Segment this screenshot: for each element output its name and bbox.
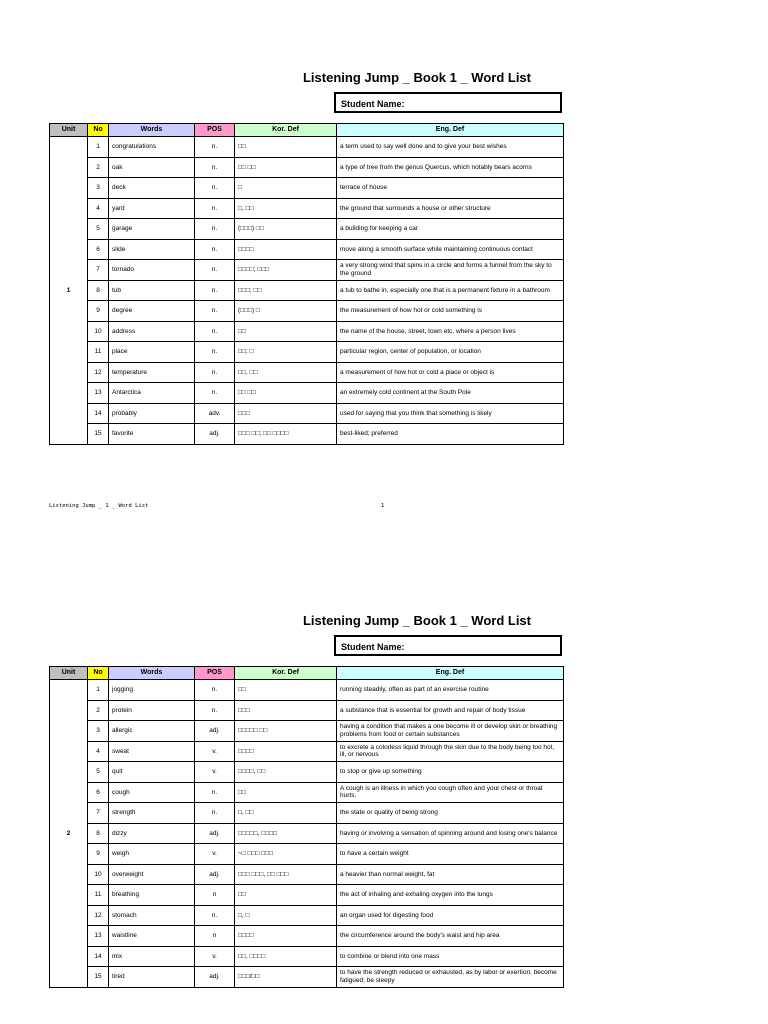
pos-cell: n. <box>195 260 235 281</box>
pos-cell: v. <box>195 946 235 967</box>
kor-def-cell: □ <box>235 178 337 199</box>
pos-cell: n. <box>195 239 235 260</box>
eng-def-cell: a term used to say well done and to give your best wishes <box>337 137 564 158</box>
word-cell: jogging <box>109 680 195 701</box>
eng-def-cell: move along a smooth surface while maintaining continuous contact <box>337 239 564 260</box>
word-cell: quit <box>109 762 195 783</box>
header-eng-def: Eng. Def <box>337 667 564 680</box>
word-cell: sweat <box>109 741 195 762</box>
eng-def-cell: the measurement of how hot or cold something is <box>337 301 564 322</box>
eng-def-cell: to combine or blend into one mass <box>337 946 564 967</box>
row-number: 5 <box>88 219 109 240</box>
header-eng-def: Eng. Def <box>337 124 564 137</box>
row-number: 5 <box>88 762 109 783</box>
header-pos: POS <box>195 124 235 137</box>
word-cell: strength <box>109 803 195 824</box>
kor-def-cell: ~□ □□□ □□□ <box>235 844 337 865</box>
table-header-row <box>50 124 564 137</box>
eng-def-cell: the circumference around the body's waist and hip area <box>337 926 564 947</box>
footer-page-number: 1 <box>381 503 385 509</box>
eng-def-cell: to have the strength reduced or exhausted, as by labor or exertion; become fatigued; be sleepy <box>337 967 564 988</box>
kor-def-cell: □□ <box>235 885 337 906</box>
table-row <box>50 321 564 342</box>
kor-def-cell: □□, □□ <box>235 362 337 383</box>
eng-def-cell: the state or quality of being strong <box>337 803 564 824</box>
table-row <box>50 239 564 260</box>
word-cell: degree <box>109 301 195 322</box>
row-number: 7 <box>88 260 109 281</box>
word-cell: congratulations <box>109 137 195 158</box>
eng-def-cell: particular region, center of population, or location <box>337 342 564 363</box>
kor-def-cell: □□□ <box>235 403 337 424</box>
pos-cell: n <box>195 885 235 906</box>
word-cell: oak <box>109 157 195 178</box>
pos-cell: n. <box>195 157 235 178</box>
table-row <box>50 137 564 158</box>
row-number: 2 <box>88 700 109 721</box>
table-row <box>50 905 564 926</box>
header-words: Words <box>109 667 195 680</box>
kor-def-cell: □□□; □□ <box>235 280 337 301</box>
kor-def-cell: □□□ □□□, □□ □□□ <box>235 864 337 885</box>
pos-cell: adj. <box>195 424 235 445</box>
page-title: Listening Jump _ Book 1 _ Word List <box>302 613 531 628</box>
pos-cell: n. <box>195 362 235 383</box>
pos-cell: adj. <box>195 864 235 885</box>
table-row <box>50 362 564 383</box>
table-row <box>50 926 564 947</box>
pos-cell: n. <box>195 137 235 158</box>
table-row <box>50 946 564 967</box>
pos-cell: n. <box>195 219 235 240</box>
pos-cell: n. <box>195 198 235 219</box>
kor-def-cell: □□□□ <box>235 926 337 947</box>
row-number: 1 <box>88 137 109 158</box>
word-cell: protein <box>109 700 195 721</box>
student-name-box: Student Name: <box>334 92 562 113</box>
eng-def-cell: to have a certain weight <box>337 844 564 865</box>
word-cell: allergic <box>109 721 195 742</box>
eng-def-cell: the name of the house, street, town etc. where a person lives <box>337 321 564 342</box>
row-number: 3 <box>88 721 109 742</box>
word-cell: dizzy <box>109 823 195 844</box>
table-row <box>50 885 564 906</box>
kor-def-cell: □□□□; □□□ <box>235 260 337 281</box>
row-number: 13 <box>88 926 109 947</box>
word-cell: overweight <box>109 864 195 885</box>
word-cell: waistline <box>109 926 195 947</box>
table-row <box>50 741 564 762</box>
kor-def-cell: □□ <box>235 782 337 803</box>
pos-cell: n. <box>195 700 235 721</box>
table-row <box>50 157 564 178</box>
word-cell: tornado <box>109 260 195 281</box>
row-number: 15 <box>88 967 109 988</box>
word-cell: stomach <box>109 905 195 926</box>
kor-def-cell: □□□□, □□ <box>235 762 337 783</box>
kor-def-cell: □□□ □□; □□ □□□□ <box>235 424 337 445</box>
word-cell: temperature <box>109 362 195 383</box>
eng-def-cell: a heavier than normal weight, fat <box>337 864 564 885</box>
table-row <box>50 178 564 199</box>
table-row <box>50 700 564 721</box>
eng-def-cell: to excrete a colorless liquid through the skin due to the body being too hot, ill, or nervous <box>337 741 564 762</box>
kor-def-cell: □□ <box>235 680 337 701</box>
table-row <box>50 342 564 363</box>
word-cell: probably <box>109 403 195 424</box>
pos-cell: n. <box>195 178 235 199</box>
table-row <box>50 403 564 424</box>
eng-def-cell: best-liked; preferred <box>337 424 564 445</box>
table-row <box>50 301 564 322</box>
table-row <box>50 864 564 885</box>
header-kor-def: Kor. Def <box>235 667 337 680</box>
row-number: 3 <box>88 178 109 199</box>
eng-def-cell: a measurement of how hot or cold a place or object is <box>337 362 564 383</box>
word-cell: Antarctica <box>109 383 195 404</box>
row-number: 14 <box>88 403 109 424</box>
table-row <box>50 782 564 803</box>
pos-cell: n. <box>195 342 235 363</box>
kor-def-cell: □□ <box>235 137 337 158</box>
header-unit: Unit <box>50 667 88 680</box>
eng-def-cell: terrace of house <box>337 178 564 199</box>
kor-def-cell: (□□□) □ <box>235 301 337 322</box>
kor-def-cell: □□ □□ <box>235 383 337 404</box>
word-cell: yard <box>109 198 195 219</box>
table-row <box>50 762 564 783</box>
page-title: Listening Jump _ Book 1 _ Word List <box>302 70 531 85</box>
pos-cell: n. <box>195 301 235 322</box>
kor-def-cell: (□□□) □□ <box>235 219 337 240</box>
word-cell: tired <box>109 967 195 988</box>
pos-cell: n. <box>195 383 235 404</box>
word-cell: garage <box>109 219 195 240</box>
table-row <box>50 383 564 404</box>
kor-def-cell: □□ □□ <box>235 157 337 178</box>
row-number: 4 <box>88 198 109 219</box>
row-number: 12 <box>88 905 109 926</box>
table-row <box>50 823 564 844</box>
unit-number: 2 <box>50 680 88 988</box>
kor-def-cell: □□□□ <box>235 741 337 762</box>
header-unit: Unit <box>50 124 88 137</box>
row-number: 8 <box>88 280 109 301</box>
row-number: 10 <box>88 864 109 885</box>
row-number: 15 <box>88 424 109 445</box>
word-cell: mix <box>109 946 195 967</box>
unit-number: 1 <box>50 137 88 445</box>
word-cell: weigh <box>109 844 195 865</box>
eng-def-cell: a type of tree from the genus Quercus, which notably bears acorns <box>337 157 564 178</box>
eng-def-cell: a building for keeping a car <box>337 219 564 240</box>
footer-label: Listening Jump _ 1 _ Word List <box>49 503 149 509</box>
eng-def-cell: a substance that is essential for growth and repair of body tissue <box>337 700 564 721</box>
row-number: 7 <box>88 803 109 824</box>
row-number: 6 <box>88 782 109 803</box>
table-row <box>50 803 564 824</box>
kor-def-cell: □, □□ <box>235 803 337 824</box>
pos-cell: adj. <box>195 967 235 988</box>
table-row <box>50 198 564 219</box>
table-row <box>50 844 564 865</box>
header-kor-def: Kor. Def <box>235 124 337 137</box>
row-number: 11 <box>88 342 109 363</box>
kor-def-cell: □□ <box>235 321 337 342</box>
table-row <box>50 967 564 988</box>
row-number: 9 <box>88 844 109 865</box>
row-number: 14 <box>88 946 109 967</box>
row-number: 2 <box>88 157 109 178</box>
row-number: 9 <box>88 301 109 322</box>
row-number: 6 <box>88 239 109 260</box>
row-number: 1 <box>88 680 109 701</box>
pos-cell: adv. <box>195 403 235 424</box>
eng-def-cell: an extremely cold continent at the South Pole <box>337 383 564 404</box>
pos-cell: n <box>195 926 235 947</box>
pos-cell: v. <box>195 762 235 783</box>
kor-def-cell: □□□/□□ <box>235 967 337 988</box>
eng-def-cell: used for saying that you think that something is likely <box>337 403 564 424</box>
eng-def-cell: having or involving a sensation of spinning around and losing one's balance <box>337 823 564 844</box>
word-cell: address <box>109 321 195 342</box>
table-header-row <box>50 667 564 680</box>
pos-cell: n. <box>195 803 235 824</box>
word-cell: deck <box>109 178 195 199</box>
kor-def-cell: □□, □□□□ <box>235 946 337 967</box>
header-no: No <box>88 124 109 137</box>
eng-def-cell: A cough is an illness in which you cough often and your chest or throat hurts. <box>337 782 564 803</box>
table-row <box>50 721 564 742</box>
pos-cell: n. <box>195 680 235 701</box>
eng-def-cell: a very strong wind that spins in a circle and forms a funnel from the sky to the ground <box>337 260 564 281</box>
eng-def-cell: to stop or give up something <box>337 762 564 783</box>
header-pos: POS <box>195 667 235 680</box>
kor-def-cell: □□□ <box>235 700 337 721</box>
pos-cell: adj. <box>195 823 235 844</box>
row-number: 12 <box>88 362 109 383</box>
kor-def-cell: □□□□□, □□□□ <box>235 823 337 844</box>
word-cell: tub <box>109 280 195 301</box>
header-no: No <box>88 667 109 680</box>
eng-def-cell: a tub to bathe in, especially one that is a permanent fixture in a bathroom <box>337 280 564 301</box>
eng-def-cell: an organ used for digesting food <box>337 905 564 926</box>
word-cell: place <box>109 342 195 363</box>
eng-def-cell: the act of inhaling and exhaling oxygen into the lungs <box>337 885 564 906</box>
eng-def-cell: having a condition that makes a one become ill or develop skin or breathing problems from food or certain substances <box>337 721 564 742</box>
pos-cell: n. <box>195 321 235 342</box>
pos-cell: n. <box>195 280 235 301</box>
row-number: 10 <box>88 321 109 342</box>
kor-def-cell: □, □ <box>235 905 337 926</box>
student-name-box: Student Name: <box>334 635 562 656</box>
row-number: 13 <box>88 383 109 404</box>
kor-def-cell: □, □□ <box>235 198 337 219</box>
kor-def-cell: □□; □ <box>235 342 337 363</box>
table-row <box>50 260 564 281</box>
word-list-table <box>49 123 564 445</box>
eng-def-cell: the ground that surrounds a house or other structure <box>337 198 564 219</box>
word-cell: slide <box>109 239 195 260</box>
kor-def-cell: □□□□ <box>235 239 337 260</box>
row-number: 4 <box>88 741 109 762</box>
pos-cell: v. <box>195 741 235 762</box>
kor-def-cell: □□□□□ □□ <box>235 721 337 742</box>
pos-cell: n. <box>195 905 235 926</box>
pos-cell: v. <box>195 844 235 865</box>
word-cell: breathing <box>109 885 195 906</box>
table-row <box>50 680 564 701</box>
table-row <box>50 280 564 301</box>
pos-cell: adj. <box>195 721 235 742</box>
word-cell: favorite <box>109 424 195 445</box>
table-row <box>50 219 564 240</box>
row-number: 8 <box>88 823 109 844</box>
row-number: 11 <box>88 885 109 906</box>
pos-cell: n. <box>195 782 235 803</box>
eng-def-cell: running steadily, often as part of an exercise routine <box>337 680 564 701</box>
table-row <box>50 424 564 445</box>
header-words: Words <box>109 124 195 137</box>
word-cell: cough <box>109 782 195 803</box>
word-list-table <box>49 666 564 988</box>
